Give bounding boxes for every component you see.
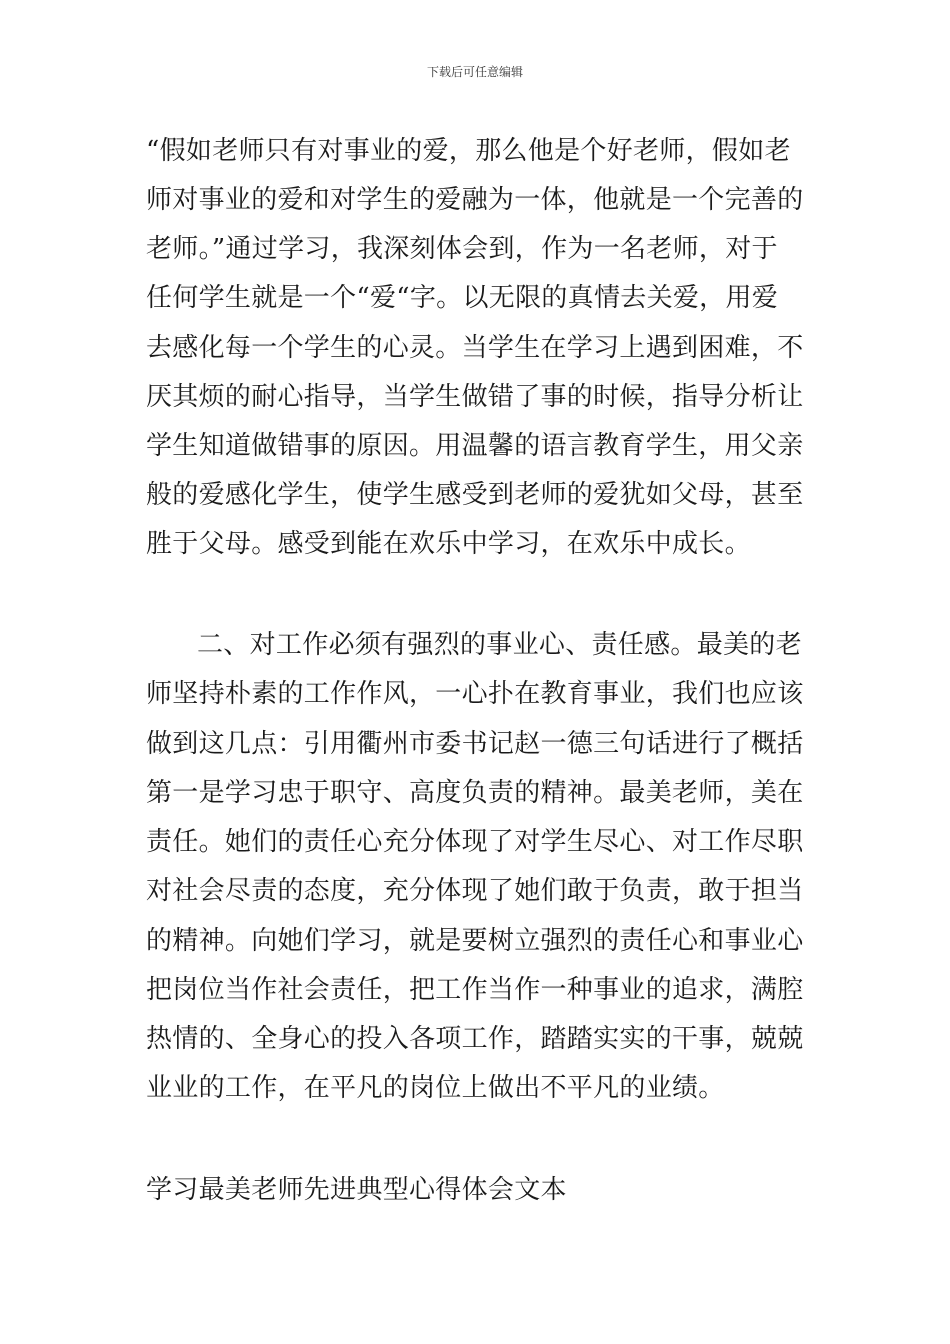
paragraph-line: 学生知道做错事的原因。用温馨的语言教育学生，用父亲 xyxy=(146,431,804,461)
paragraph-line: 把岗位当作社会责任，把工作当作一种事业的追求，满腔 xyxy=(146,975,804,1005)
paragraph-line: 厌其烦的耐心指导，当学生做错了事的时候，指导分析让 xyxy=(146,382,804,412)
paragraph-line: 胜于父母。感受到能在欢乐中学习，在欢乐中成长。 xyxy=(146,529,751,559)
page-header-note: 下载后可任意编辑 xyxy=(426,65,523,79)
paragraph-line: 二、对工作必须有强烈的事业心、责任感。最美的老 xyxy=(197,630,802,660)
paragraph-line: 责任。她们的责任心充分体现了对学生尽心、对工作尽职 xyxy=(146,827,804,857)
paragraph-line: 第一是学习忠于职守、高度负责的精神。最美老师，美在 xyxy=(146,778,804,808)
paragraph-line: 业业的工作，在平凡的岗位上做出不平凡的业绩。 xyxy=(146,1073,725,1103)
paragraph-line: 师对事业的爱和对学生的爱融为一体，他就是一个完善的 xyxy=(146,185,804,215)
paragraph-line: “假如老师只有对事业的爱，那么他是个好老师，假如老 xyxy=(146,136,791,166)
paragraph-line: 对社会尽责的态度，充分体现了她们敢于负责，敢于担当 xyxy=(146,876,804,906)
paragraph-line: 任何学生就是一个“爱“字。以无限的真情去关爱，用爱 xyxy=(146,283,779,313)
paragraph-line: 去感化每一个学生的心灵。当学生在学习上遇到困难，不 xyxy=(146,333,804,363)
document-title: 学习最美老师先进典型心得体会文本 xyxy=(146,1175,567,1205)
paragraph-line: 热情的、全身心的投入各项工作，踏踏实实的干事，兢兢 xyxy=(146,1024,804,1054)
paragraph-line: 做到这几点：引用衢州市委书记赵一德三句话进行了概括 xyxy=(146,729,804,759)
paragraph-line: 的精神。向她们学习，就是要树立强烈的责任心和事业心 xyxy=(146,926,804,956)
paragraph-line: 般的爱感化学生，使学生感受到老师的爱犹如父母，甚至 xyxy=(146,480,804,510)
paragraph-line: 老师。”通过学习，我深刻体会到，作为一名老师，对于 xyxy=(146,234,778,264)
paragraph-line: 师坚持朴素的工作作风，一心扑在教育事业，我们也应该 xyxy=(146,679,804,709)
